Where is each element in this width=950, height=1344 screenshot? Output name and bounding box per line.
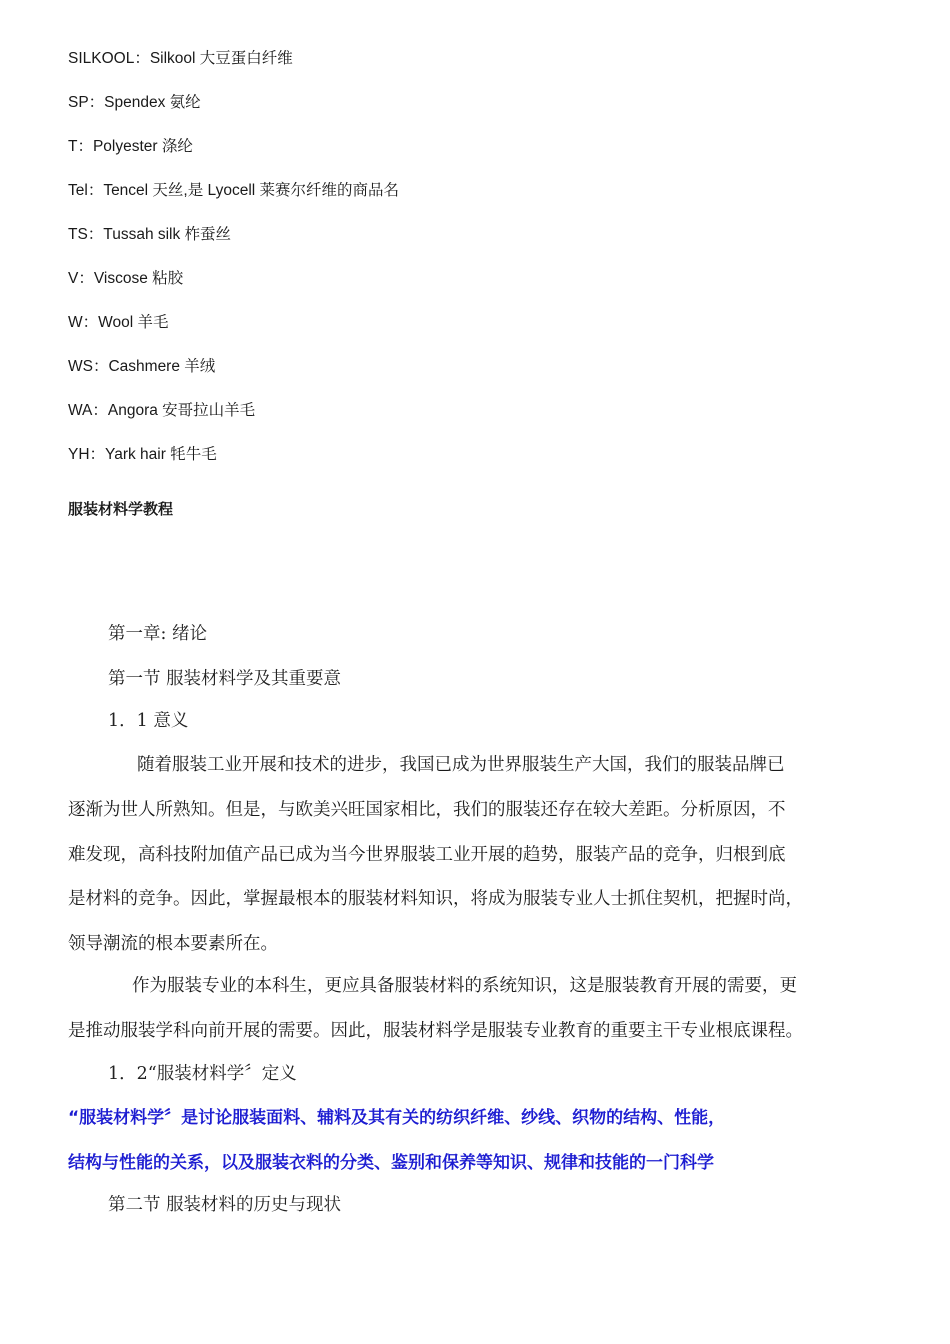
paragraph-line: 随着服装工业开展和技术的进步，我国已成为世界服装生产大国，我们的服装品牌已 (137, 755, 785, 775)
subsection-heading: 1．1 意义 (108, 711, 189, 731)
paragraph-line: 是材料的竞争。因此，掌握最根本的服装材料知识，将成为服装专业人士抓住契机，把握时尚， (68, 889, 803, 909)
section-heading: 第二节 服装材料的历史与现状 (108, 1195, 342, 1215)
definition-line: “服装材料学〞是讨论服装面料、辅料及其有关的纺织纤维、纱线、织物的结构、性能， (68, 1108, 726, 1128)
abbreviation-line: WS：Cashmere 羊绒 (68, 358, 216, 375)
paragraph-line: 难发现，高科技附加值产品已成为当今世界服装工业开展的趋势，服装产品的竞争，归根到底 (68, 845, 786, 865)
paragraph-line: 是推动服装学科向前开展的需要。因此，服装材料学是服装专业教育的重要主干专业根底课程。 (68, 1021, 803, 1041)
abbreviation-line: SILKOOL：Silkool 大豆蛋白纤维 (68, 50, 293, 67)
abbreviation-line: WA：Angora 安哥拉山羊毛 (68, 402, 256, 419)
paragraph-line: 领导潮流的根本要素所在。 (68, 934, 278, 954)
abbreviation-line: W：Wool 羊毛 (68, 314, 169, 331)
definition-line: 结构与性能的关系，以及服装衣料的分类、鉴别和保养等知识、规律和技能的一门科学 (68, 1153, 714, 1173)
abbreviation-line: Tel：Tencel 天丝,是 Lyocell 莱赛尔纤维的商品名 (68, 182, 400, 199)
paragraph-line: 作为服装专业的本科生，更应具备服装材料的系统知识，这是服装教育开展的需要，更 (132, 976, 797, 996)
abbreviation-line: TS：Tussah silk 柞蚕丝 (68, 226, 232, 243)
subsection-heading: 1．2“服装材料学〞定义 (108, 1064, 297, 1084)
abbreviation-line: SP：Spendex 氨纶 (68, 94, 201, 111)
section-heading: 第一节 服装材料学及其重要意 (108, 669, 342, 689)
abbreviation-line: YH：Yark hair 牦牛毛 (68, 446, 217, 463)
paragraph-line: 逐渐为世人所熟知。但是，与欧美兴旺国家相比，我们的服装还存在较大差距。分析原因，不 (68, 800, 786, 820)
chapter-heading: 第一章: 绪论 (108, 624, 207, 644)
abbreviation-line: T：Polyester 涤纶 (68, 138, 193, 155)
document-title: 服装材料学教程 (68, 501, 174, 518)
abbreviation-line: V：Viscose 粘胶 (68, 270, 184, 287)
